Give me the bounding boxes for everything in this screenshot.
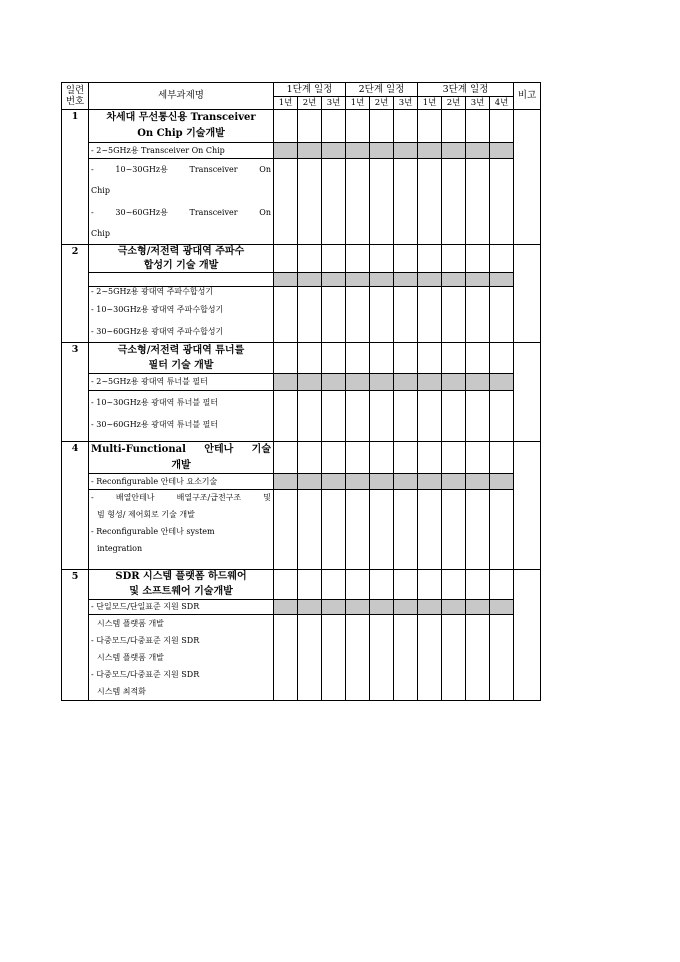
schedule-bar	[298, 374, 322, 391]
schedule-cell	[490, 343, 514, 374]
schedule-bar	[418, 600, 442, 615]
schedule-cell	[322, 615, 346, 701]
task-title-row	[62, 570, 541, 600]
schedule-bar	[466, 374, 490, 391]
header-phase-1: 1단계 일정	[274, 83, 346, 97]
schedule-bar	[370, 374, 394, 391]
schedule-cell	[322, 110, 346, 143]
schedule-bar	[394, 374, 418, 391]
schedule-bar	[370, 273, 394, 287]
year-header: 1년	[418, 97, 442, 110]
schedule-bar	[442, 273, 466, 287]
schedule-bar	[490, 474, 514, 490]
header-row-1	[62, 83, 541, 97]
schedule-bar	[418, 273, 442, 287]
schedule-cell	[490, 159, 514, 245]
schedule-cell	[466, 287, 490, 343]
schedule-cell	[490, 570, 514, 600]
schedule-cell	[466, 570, 490, 600]
schedule-cell	[490, 245, 514, 273]
remarks-cell	[514, 110, 541, 245]
schedule-cell	[418, 570, 442, 600]
schedule-bar	[322, 374, 346, 391]
schedule-bar	[394, 143, 418, 159]
schedule-bar	[418, 374, 442, 391]
schedule-cell	[490, 442, 514, 474]
schedule-cell	[466, 391, 490, 442]
subtask-list: - 10~30GHz용 광대역 튜너블 필터 - 30~60GHz용 광대역 튜너블 필터	[89, 391, 274, 442]
schedule-bar	[298, 600, 322, 615]
task-number: 4	[62, 442, 89, 570]
schedule-bar	[466, 143, 490, 159]
task-detail-row	[62, 159, 541, 245]
task-detail-row	[62, 490, 541, 570]
task-title: 차세대 무선통신용 Transceiver On Chip 기술개발	[89, 110, 274, 143]
schedule-cell	[370, 245, 394, 273]
remarks-cell	[514, 570, 541, 701]
schedule-bar	[322, 273, 346, 287]
schedule-cell	[346, 287, 370, 343]
schedule-cell	[490, 615, 514, 701]
schedule-cell	[346, 159, 370, 245]
schedule-bar	[442, 474, 466, 490]
schedule-bar	[394, 273, 418, 287]
schedule-bar	[346, 273, 370, 287]
year-header: 4년	[490, 97, 514, 110]
task-title: SDR 시스템 플랫폼 하드웨어 및 소프트웨어 기술개발	[89, 570, 274, 600]
schedule-cell	[418, 615, 442, 701]
schedule-cell	[298, 110, 322, 143]
schedule-cell	[274, 245, 298, 273]
schedule-bar	[418, 143, 442, 159]
schedule-cell	[298, 287, 322, 343]
schedule-cell	[442, 287, 466, 343]
schedule-cell	[394, 615, 418, 701]
schedule-bar	[442, 600, 466, 615]
schedule-cell	[298, 570, 322, 600]
schedule-bar	[466, 273, 490, 287]
schedule-bar	[442, 143, 466, 159]
schedule-cell	[442, 490, 466, 570]
task-bar-row	[62, 374, 541, 391]
schedule-cell	[442, 391, 466, 442]
schedule-cell	[298, 159, 322, 245]
schedule-cell	[370, 570, 394, 600]
schedule-bar	[370, 600, 394, 615]
schedule-bar	[466, 474, 490, 490]
schedule-cell	[418, 245, 442, 273]
schedule-cell	[370, 110, 394, 143]
schedule-cell	[370, 343, 394, 374]
schedule-cell	[442, 343, 466, 374]
schedule-cell	[322, 490, 346, 570]
schedule-cell	[322, 343, 346, 374]
schedule-cell	[274, 159, 298, 245]
subtask: - 단일모드/단일표준 지원 SDR	[89, 600, 274, 615]
schedule-cell	[346, 442, 370, 474]
schedule-cell	[466, 615, 490, 701]
schedule-cell	[346, 570, 370, 600]
task-bar-row	[62, 273, 541, 287]
schedule-cell	[370, 159, 394, 245]
schedule-cell	[346, 110, 370, 143]
header-remarks: 비고	[514, 83, 541, 110]
schedule-cell	[298, 391, 322, 442]
schedule-cell	[274, 391, 298, 442]
schedule-cell	[466, 442, 490, 474]
subtask-list: - 2~5GHz용 광대역 주파수합성기 - 10~30GHz용 광대역 주파수합성기 - 30~60GHz용 광대역 주파수합성기	[89, 287, 274, 343]
schedule-bar	[274, 143, 298, 159]
schedule-cell	[394, 343, 418, 374]
year-header: 3년	[394, 97, 418, 110]
schedule-bar	[442, 374, 466, 391]
schedule-cell	[370, 287, 394, 343]
header-phase-3: 3단계 일정	[418, 83, 514, 97]
schedule-cell	[370, 615, 394, 701]
remarks-cell	[514, 343, 541, 442]
remarks-cell	[514, 442, 541, 570]
schedule-cell	[442, 570, 466, 600]
schedule-cell	[466, 490, 490, 570]
task-title: Multi-Functional 안테나 기술 개발	[89, 442, 274, 474]
schedule-cell	[490, 490, 514, 570]
schedule-bar	[394, 600, 418, 615]
schedule-cell	[346, 391, 370, 442]
task-number: 1	[62, 110, 89, 245]
header-serial-no: 일련 번호	[62, 83, 89, 110]
schedule-cell	[418, 287, 442, 343]
schedule-bar	[490, 600, 514, 615]
schedule-cell	[442, 110, 466, 143]
schedule-bar	[298, 474, 322, 490]
year-header: 3년	[322, 97, 346, 110]
schedule-bar	[322, 474, 346, 490]
schedule-bar	[322, 600, 346, 615]
subtask: - 2~5GHz용 광대역 튜너블 필터	[89, 374, 274, 391]
task-number: 5	[62, 570, 89, 701]
schedule-cell	[418, 343, 442, 374]
schedule-cell	[442, 442, 466, 474]
schedule-cell	[274, 615, 298, 701]
schedule-bar	[298, 273, 322, 287]
subtask	[89, 273, 274, 287]
schedule-cell	[346, 343, 370, 374]
schedule-cell	[298, 245, 322, 273]
task-bar-row	[62, 143, 541, 159]
schedule-cell	[418, 110, 442, 143]
schedule-cell	[394, 490, 418, 570]
task-detail-row	[62, 287, 541, 343]
task-title-row	[62, 245, 541, 273]
schedule-cell	[322, 442, 346, 474]
header-phase-2: 2단계 일정	[346, 83, 418, 97]
task-title-row	[62, 442, 541, 474]
schedule-bar	[370, 474, 394, 490]
schedule-cell	[274, 343, 298, 374]
schedule-cell	[394, 287, 418, 343]
schedule-cell	[466, 159, 490, 245]
schedule-cell	[298, 442, 322, 474]
schedule-cell	[442, 615, 466, 701]
schedule-cell	[322, 159, 346, 245]
schedule-bar	[346, 374, 370, 391]
schedule-cell	[394, 442, 418, 474]
task-detail-row	[62, 391, 541, 442]
schedule-bar	[274, 474, 298, 490]
schedule-cell	[394, 391, 418, 442]
schedule-bar	[274, 600, 298, 615]
schedule-bar	[274, 374, 298, 391]
schedule-cell	[274, 570, 298, 600]
schedule-cell	[490, 391, 514, 442]
schedule-cell	[466, 110, 490, 143]
year-header: 2년	[442, 97, 466, 110]
task-bar-row	[62, 474, 541, 490]
schedule-cell	[466, 343, 490, 374]
schedule-cell	[298, 490, 322, 570]
schedule-bar	[490, 374, 514, 391]
schedule-cell	[298, 343, 322, 374]
schedule-bar	[370, 143, 394, 159]
schedule-bar	[322, 143, 346, 159]
schedule-cell	[394, 110, 418, 143]
task-title: 극소형/저전력 광대역 튜너를 필터 기술 개발	[89, 343, 274, 374]
task-title: 극소형/저전력 광대역 주파수 합성기 기술 개발	[89, 245, 274, 273]
schedule-cell	[274, 442, 298, 474]
schedule-cell	[418, 490, 442, 570]
schedule-bar	[394, 474, 418, 490]
schedule-cell	[274, 287, 298, 343]
schedule-cell	[370, 391, 394, 442]
schedule-bar	[298, 143, 322, 159]
schedule-cell	[466, 245, 490, 273]
remarks-cell	[514, 245, 541, 343]
schedule-cell	[490, 110, 514, 143]
schedule-cell	[394, 159, 418, 245]
task-bar-row	[62, 600, 541, 615]
year-header: 3년	[466, 97, 490, 110]
schedule-cell	[274, 110, 298, 143]
schedule-cell	[490, 287, 514, 343]
schedule-table	[61, 82, 541, 701]
schedule-bar	[490, 143, 514, 159]
schedule-cell	[322, 391, 346, 442]
schedule-bar	[490, 273, 514, 287]
schedule-bar	[346, 474, 370, 490]
task-title-row	[62, 110, 541, 143]
task-title-row	[62, 343, 541, 374]
task-number: 2	[62, 245, 89, 343]
year-header: 2년	[298, 97, 322, 110]
schedule-cell	[418, 391, 442, 442]
schedule-cell	[346, 245, 370, 273]
schedule-cell	[394, 245, 418, 273]
schedule-cell	[298, 615, 322, 701]
schedule-cell	[442, 159, 466, 245]
schedule-cell	[418, 159, 442, 245]
year-header: 1년	[274, 97, 298, 110]
task-detail-row	[62, 615, 541, 701]
schedule-cell	[346, 615, 370, 701]
schedule-cell	[370, 490, 394, 570]
subtask-list: 시스템 플랫폼 개발 - 다중모드/다중표준 지원 SDR 시스템 플랫폼 개발 - 다중모드/다중표준 지원 SDR 시스템 최적화	[89, 615, 274, 701]
subtask: - 2~5GHz용 Transceiver On Chip	[89, 143, 274, 159]
schedule-bar	[346, 600, 370, 615]
schedule-bar	[418, 474, 442, 490]
schedule-cell	[322, 570, 346, 600]
schedule-cell	[346, 490, 370, 570]
header-task-name: 세부과제명	[89, 83, 274, 110]
schedule-cell	[274, 490, 298, 570]
schedule-bar	[346, 143, 370, 159]
year-header: 1년	[346, 97, 370, 110]
schedule-cell	[322, 245, 346, 273]
schedule-bar	[466, 600, 490, 615]
subtask-list: - 배열안테나 배열구조/급전구조 및 빔 형성/ 제어회로 기술 개발 - Reconfigurable 안테나 system integration	[89, 490, 274, 570]
year-header: 2년	[370, 97, 394, 110]
subtask-list: - 10~30GHz용 Transceiver On Chip - 30~60GHz용 Transceiver On Chip	[89, 159, 274, 245]
schedule-bar	[274, 273, 298, 287]
schedule-cell	[442, 245, 466, 273]
schedule-cell	[370, 442, 394, 474]
schedule-cell	[394, 570, 418, 600]
schedule-cell	[418, 442, 442, 474]
task-number: 3	[62, 343, 89, 442]
schedule-cell	[322, 287, 346, 343]
subtask: - Reconfigurable 안테나 요소기술	[89, 474, 274, 490]
